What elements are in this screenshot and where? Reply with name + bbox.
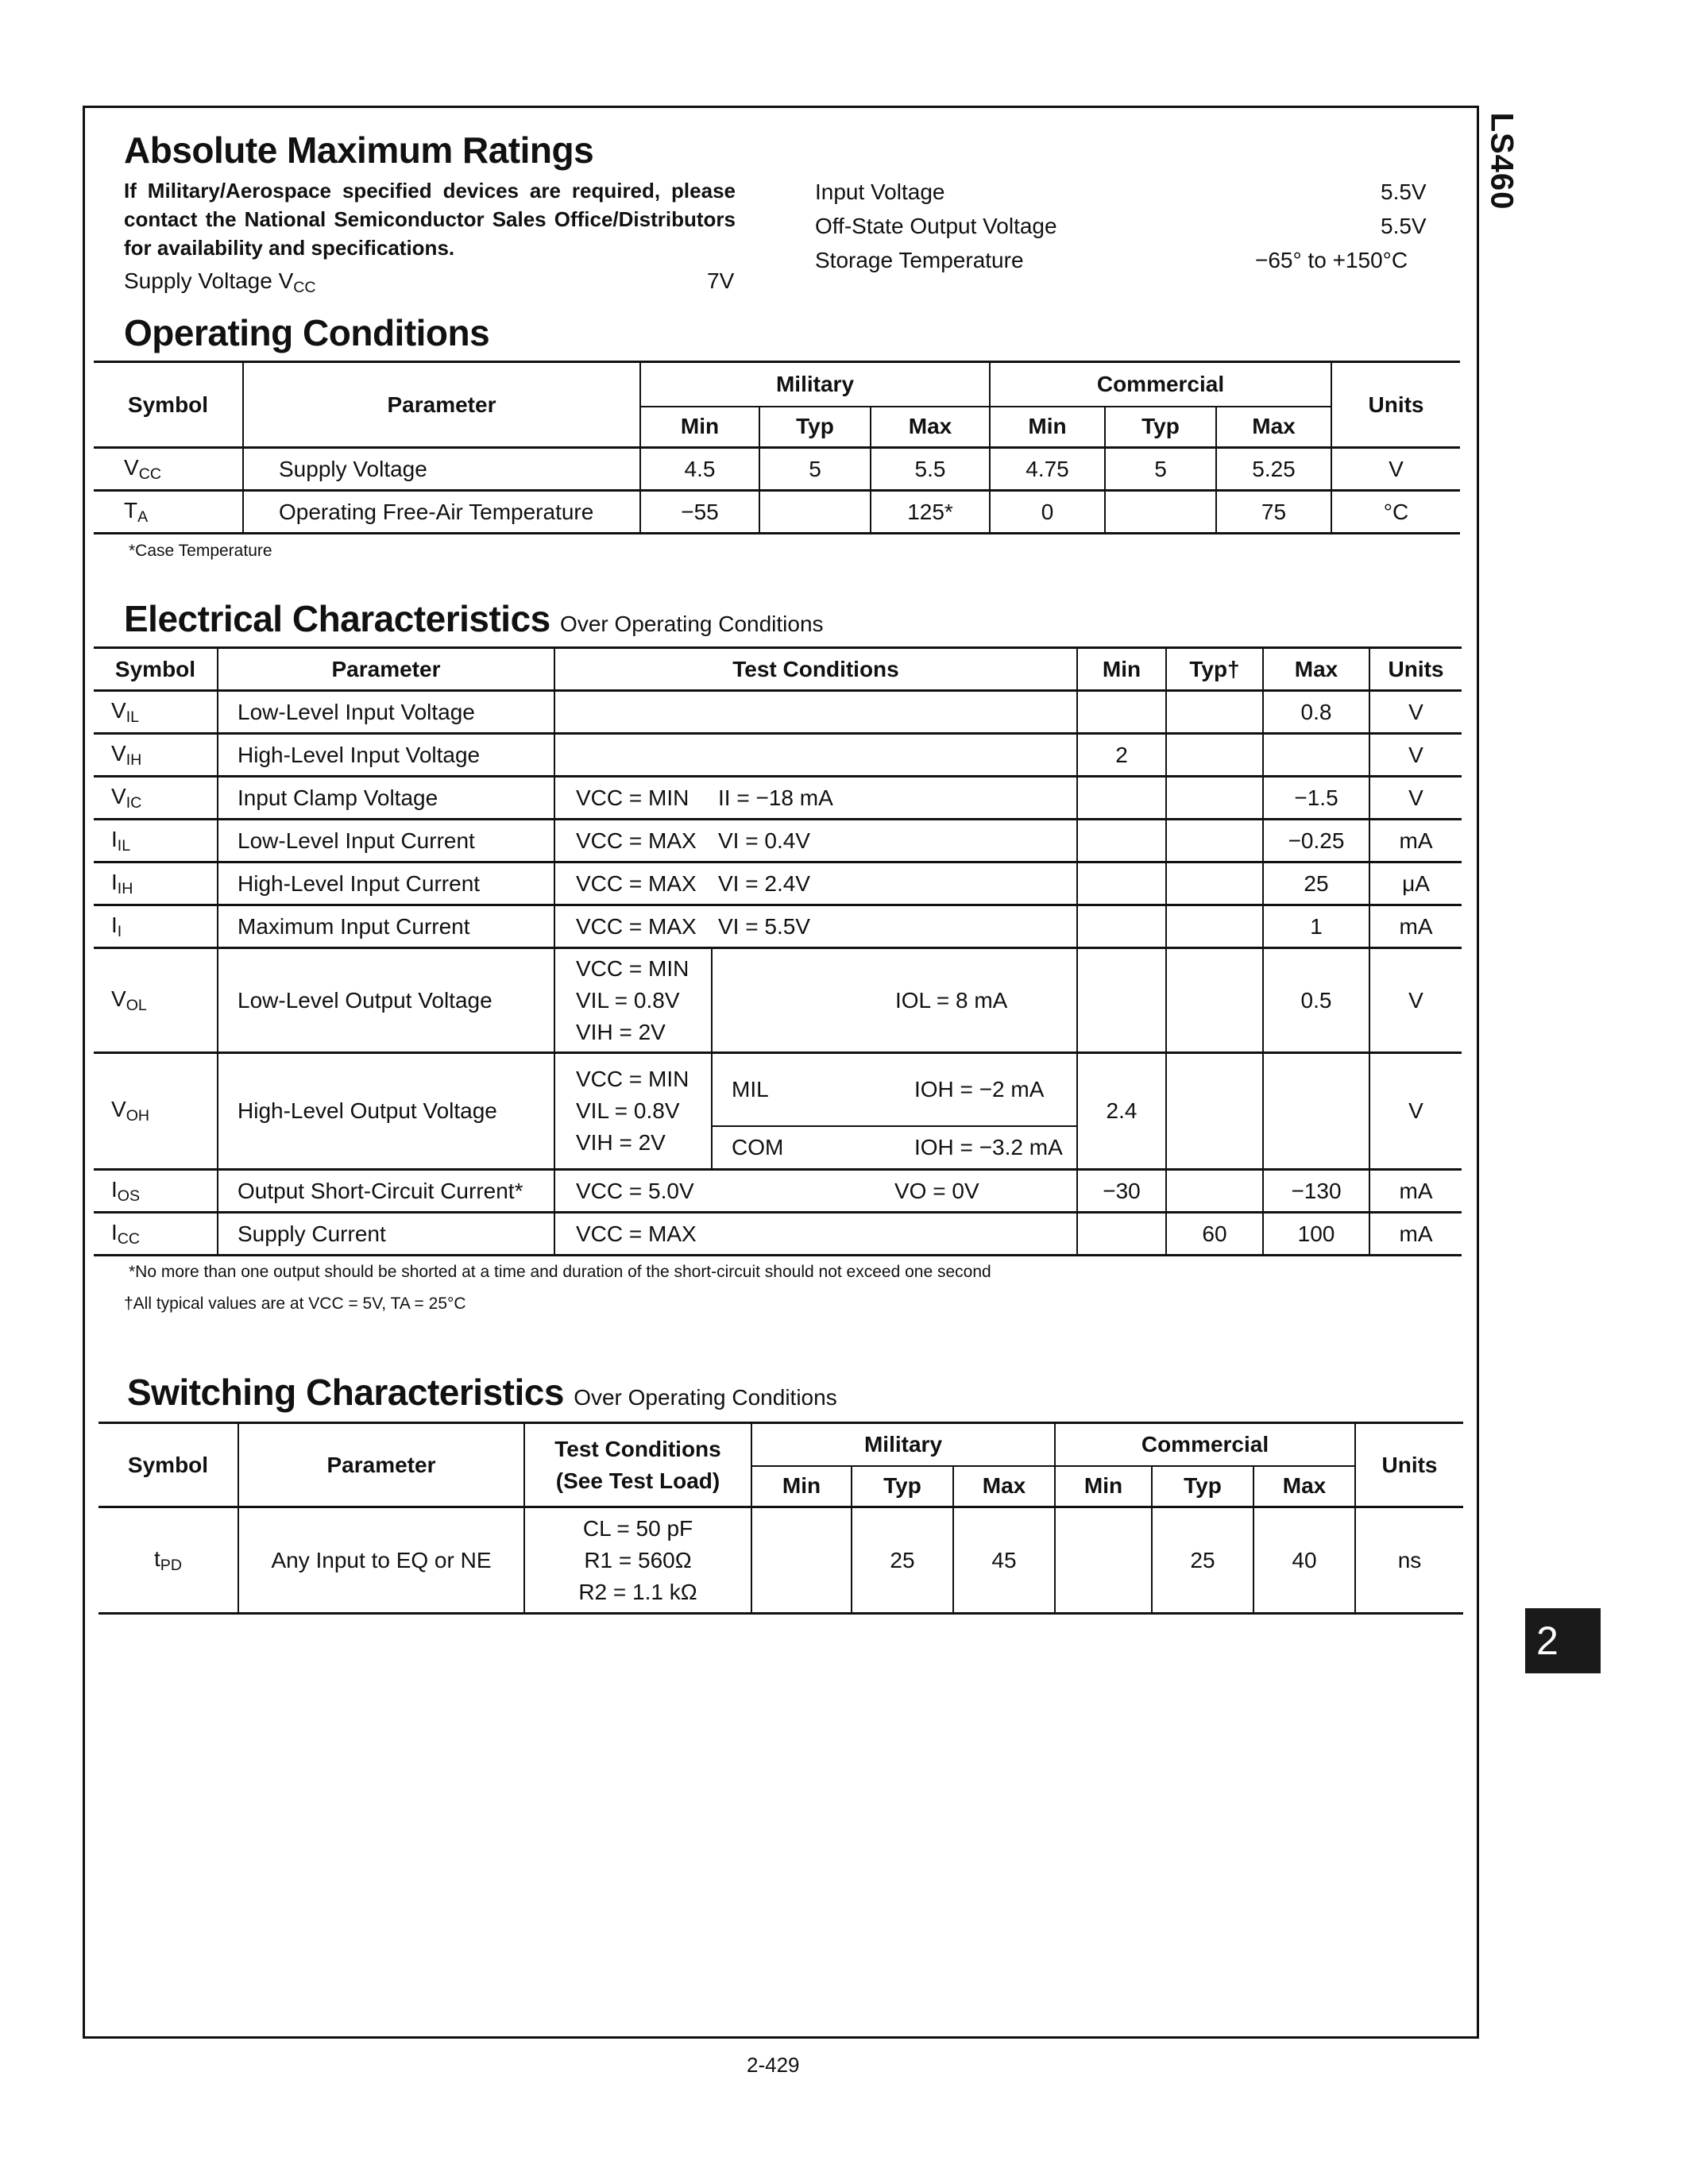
symbol-sub: IL: [117, 836, 131, 855]
symbol-letter: I: [111, 1219, 118, 1244]
el-units: mA: [1369, 1213, 1462, 1256]
el-row-iih: [94, 862, 1462, 905]
op-cell: 5.25: [1216, 448, 1331, 491]
operating-table: [94, 361, 1460, 534]
el-row-vol: [94, 948, 1462, 1053]
el-typ: [1166, 734, 1263, 777]
symbol-sub: IH: [117, 879, 133, 897]
el-min: [1077, 948, 1166, 1053]
sw-symbol: [98, 1507, 238, 1614]
el-cond-line: VIH = 2V: [576, 1130, 666, 1155]
el-units: V: [1369, 948, 1462, 1053]
el-min: 2.4: [1077, 1053, 1166, 1170]
el-cond-line: VIH = 2V: [576, 1019, 666, 1044]
el-max: −130: [1263, 1170, 1369, 1213]
symbol-letter: V: [111, 740, 126, 766]
symbol-letter: V: [111, 1097, 126, 1122]
el-voh-mil-load: IOH = −2 mA: [914, 1077, 1045, 1102]
symbol-sub: IL: [126, 708, 140, 726]
rating-label-offstate: Off-State Output Voltage: [815, 214, 1057, 238]
el-symbol: [94, 862, 218, 905]
sw-header-parameter: Parameter: [238, 1423, 524, 1507]
el-voh-mil: [713, 1054, 1076, 1127]
el-typ: [1166, 948, 1263, 1053]
symbol-letter: I: [111, 869, 118, 894]
op-header-com-typ: Typ: [1105, 407, 1216, 448]
el-units: mA: [1369, 1170, 1462, 1213]
el-typ: [1166, 820, 1263, 862]
el-max: −1.5: [1263, 777, 1369, 820]
el-cond1: VCC = MAX: [554, 905, 712, 948]
supply-voltage-label: Supply Voltage V: [124, 268, 294, 293]
sw-cond-line: CL = 50 pF: [582, 1515, 693, 1541]
sw-header-mil-typ: Typ: [852, 1466, 953, 1507]
el-units: V: [1369, 777, 1462, 820]
el-row-ios: [94, 1170, 1462, 1213]
el-units: V: [1369, 734, 1462, 777]
sw-header-test: [524, 1423, 751, 1507]
op-row-vcc: [94, 448, 1460, 491]
symbol-letter: T: [124, 497, 138, 523]
sw-header-military: Military: [751, 1423, 1055, 1466]
el-cond2: [712, 1213, 1077, 1256]
el-param: High-Level Input Current: [218, 862, 554, 905]
el-min: −30: [1077, 1170, 1166, 1213]
el-header-symbol: Symbol: [114, 656, 196, 681]
el-min: [1077, 820, 1166, 862]
el-units: μA: [1369, 862, 1462, 905]
op-param-vcc: Supply Voltage: [243, 448, 640, 491]
op-header-parameter: Parameter: [243, 362, 640, 448]
op-header-com-min: Min: [990, 407, 1105, 448]
op-cell: [1105, 491, 1216, 534]
op-cell: 0: [990, 491, 1105, 534]
symbol-letter: I: [111, 912, 118, 937]
electrical-subtitle: Over Operating Conditions: [560, 612, 824, 636]
sw-header-symbol: Symbol: [98, 1423, 238, 1507]
op-row-ta: [94, 491, 1460, 534]
op-header-mil-min: Min: [640, 407, 759, 448]
op-cell: 5: [1105, 448, 1216, 491]
el-voh-com: [713, 1127, 1076, 1168]
el-symbol: [94, 820, 218, 862]
el-row-ii: [94, 905, 1462, 948]
section-tab: [1525, 1608, 1601, 1673]
el-symbol: [94, 777, 218, 820]
el-units: mA: [1369, 820, 1462, 862]
el-cond-line: VCC = MIN: [576, 1067, 689, 1091]
sw-cell: 25: [852, 1507, 953, 1614]
el-cond2: II = −18 mA: [718, 785, 833, 810]
op-cell: 5.5: [871, 448, 990, 491]
rating-label-input: Input Voltage: [815, 179, 945, 204]
operating-title: Operating Conditions: [124, 312, 490, 353]
el-voh-com-load: IOH = −3.2 mA: [914, 1135, 1063, 1160]
el-param: High-Level Input Voltage: [218, 734, 554, 777]
rating-value-storage: −65° to +150°C: [1255, 248, 1408, 272]
el-max: [1263, 1053, 1369, 1170]
el-units: V: [1369, 691, 1462, 734]
op-cell: 125*: [871, 491, 990, 534]
op-cell: −55: [640, 491, 759, 534]
el-vol-conditions: [554, 948, 712, 1053]
el-units: mA: [1369, 905, 1462, 948]
el-min: [1077, 862, 1166, 905]
op-cell: 4.5: [640, 448, 759, 491]
el-row-vic: [94, 777, 1462, 820]
absolute-max-title: Absolute Maximum Ratings: [124, 129, 594, 171]
el-cond2: VI = 2.4V: [718, 870, 810, 896]
op-cell-units: °C: [1331, 491, 1460, 534]
el-cond1: VCC = MAX: [554, 862, 712, 905]
el-symbol: [94, 905, 218, 948]
sw-header-com-min: Min: [1055, 1466, 1152, 1507]
symbol-letter: I: [111, 1176, 118, 1202]
el-min: [1077, 905, 1166, 948]
el-typ: 60: [1166, 1213, 1263, 1256]
electrical-title-text: Electrical Characteristics: [124, 598, 550, 639]
el-param: Output Short-Circuit Current*: [218, 1170, 554, 1213]
sw-header-commercial: Commercial: [1055, 1423, 1355, 1466]
military-notice: If Military/Aerospace specified devices are required, please contact the National Semiconductor Sales Office/Distributors for availability and specifications.: [124, 179, 736, 260]
el-cond1: VCC = 5.0V: [554, 1170, 712, 1213]
symbol-sub: I: [117, 922, 122, 940]
sw-header-com-max: Max: [1253, 1466, 1355, 1507]
sw-header-mil-min: Min: [751, 1466, 852, 1507]
el-max: 0.5: [1263, 948, 1369, 1053]
el-cond2: [712, 734, 1077, 777]
el-max: [1263, 734, 1369, 777]
el-cond-line: VIL = 0.8V: [576, 1098, 680, 1123]
sw-header-units: Units: [1355, 1423, 1463, 1507]
sw-cell: [1055, 1507, 1152, 1614]
el-param: Maximum Input Current: [218, 905, 554, 948]
el-cond1: VCC = MAX: [554, 1213, 712, 1256]
symbol-sub: IH: [126, 751, 142, 769]
op-symbol-ta: [94, 491, 243, 534]
op-footnote: *Case Temperature: [129, 542, 272, 560]
el-row-iil: [94, 820, 1462, 862]
rating-value-input: 5.5V: [1381, 179, 1427, 204]
el-row-vil: [94, 691, 1462, 734]
sw-cell: [751, 1507, 852, 1614]
symbol-sub: OH: [126, 1106, 150, 1125]
op-cell: 75: [1216, 491, 1331, 534]
electrical-table: [94, 646, 1462, 1256]
el-param: Low-Level Input Current: [218, 820, 554, 862]
el-cond-line: VCC = MIN: [576, 955, 689, 981]
sw-header-test-line1: Test Conditions: [554, 1436, 721, 1461]
op-cell: 4.75: [990, 448, 1105, 491]
el-header-test: Test Conditions: [554, 648, 1077, 691]
el-max: −0.25: [1263, 820, 1369, 862]
el-cond1: [554, 734, 712, 777]
el-cond1: VCC = MIN: [554, 777, 712, 820]
el-row-vih: [94, 734, 1462, 777]
section-tab-number: 2: [1536, 1619, 1559, 1663]
sw-cond-line: R2 = 1.1 kΩ: [578, 1579, 697, 1604]
page-number: 2-429: [747, 2053, 800, 2077]
symbol-letter: t: [153, 1545, 160, 1571]
el-row-icc: [94, 1213, 1462, 1256]
el-row-voh: [94, 1053, 1462, 1170]
el-footnote-typical: †All typical values are at VCC = 5V, TA = 25°C: [124, 1295, 466, 1313]
op-header-mil-typ: Typ: [759, 407, 871, 448]
el-symbol: [94, 1213, 218, 1256]
supply-voltage-rating: [124, 268, 316, 297]
op-header-mil-max: Max: [871, 407, 990, 448]
el-typ: [1166, 777, 1263, 820]
el-typ: [1166, 1053, 1263, 1170]
op-cell: [759, 491, 871, 534]
el-voh-com-label: COM: [732, 1135, 784, 1160]
supply-voltage-value: 7V: [707, 268, 735, 293]
el-header-typ: Typ†: [1166, 648, 1263, 691]
el-symbol: [94, 1170, 218, 1213]
el-max: 0.8: [1263, 691, 1369, 734]
el-cond2: [712, 691, 1077, 734]
el-param: Supply Current: [218, 1213, 554, 1256]
symbol-letter: I: [111, 826, 118, 851]
symbol-letter: V: [111, 697, 126, 723]
sw-header-test-line2: (See Test Load): [555, 1468, 720, 1493]
supply-voltage-sub: CC: [293, 278, 316, 296]
rating-value-offstate: 5.5V: [1381, 214, 1427, 238]
rating-label-storage: Storage Temperature: [815, 248, 1024, 272]
el-vol-load: IOL = 8 mA: [712, 948, 1077, 1053]
op-header-symbol: Symbol: [94, 362, 243, 448]
el-param: High-Level Output Voltage: [218, 1053, 554, 1170]
sw-conditions: [524, 1507, 751, 1614]
el-header-min: Min: [1077, 648, 1166, 691]
el-header-max: Max: [1263, 648, 1369, 691]
sw-cell: 45: [953, 1507, 1055, 1614]
sw-cond-line: R1 = 560Ω: [584, 1547, 692, 1572]
part-number-side-label: [1479, 106, 1523, 217]
symbol-letter: V: [124, 454, 139, 480]
op-header-com-max: Max: [1216, 407, 1331, 448]
el-min: [1077, 777, 1166, 820]
el-cond2: VO = 0V: [894, 1178, 979, 1203]
el-min: [1077, 1213, 1166, 1256]
el-typ: [1166, 1170, 1263, 1213]
el-voh-conditions: [554, 1053, 712, 1170]
el-voh-split: [712, 1053, 1077, 1170]
el-min: 2: [1077, 734, 1166, 777]
symbol-sub: CC: [138, 465, 161, 483]
el-max: 100: [1263, 1213, 1369, 1256]
op-param-ta: Operating Free-Air Temperature: [243, 491, 640, 534]
switching-subtitle: Over Operating Conditions: [574, 1385, 837, 1410]
sw-cell: 25: [1152, 1507, 1253, 1614]
symbol-sub: PD: [160, 1556, 182, 1574]
el-cond-line: VIL = 0.8V: [576, 987, 680, 1013]
op-cell-units: V: [1331, 448, 1460, 491]
switching-title: [127, 1371, 837, 1414]
el-cond1: VCC = MAX: [554, 820, 712, 862]
op-cell: 5: [759, 448, 871, 491]
sw-header-mil-max: Max: [953, 1466, 1055, 1507]
symbol-sub: CC: [117, 1229, 141, 1248]
op-header-military: Military: [640, 362, 990, 407]
part-number-text: LS460: [1484, 112, 1519, 210]
switching-title-text: Switching Characteristics: [127, 1372, 564, 1413]
el-cond1: [554, 691, 712, 734]
symbol-letter: V: [111, 986, 126, 1011]
el-cond2: VI = 0.4V: [718, 828, 810, 853]
el-symbol: [94, 1053, 218, 1170]
el-param: Input Clamp Voltage: [218, 777, 554, 820]
el-typ: [1166, 905, 1263, 948]
symbol-letter: V: [111, 783, 126, 808]
op-header-commercial: Commercial: [990, 362, 1331, 407]
el-header-parameter: Parameter: [218, 648, 554, 691]
el-footnote-short-circuit: *No more than one output should be shorted at a time and duration of the short-circuit should not exceed one second: [129, 1263, 991, 1281]
el-param: Low-Level Output Voltage: [218, 948, 554, 1053]
el-symbol: [94, 691, 218, 734]
el-max: 25: [1263, 862, 1369, 905]
el-voh-mil-label: MIL: [732, 1077, 769, 1102]
op-symbol-vcc: [94, 448, 243, 491]
op-header-units: Units: [1331, 362, 1460, 448]
el-param: Low-Level Input Voltage: [218, 691, 554, 734]
el-typ: [1166, 862, 1263, 905]
el-max: 1: [1263, 905, 1369, 948]
el-symbol: [94, 734, 218, 777]
sw-param: Any Input to EQ or NE: [238, 1507, 524, 1614]
symbol-sub: OS: [117, 1187, 141, 1205]
el-symbol: [94, 948, 218, 1053]
electrical-title: [124, 597, 824, 640]
el-min: [1077, 691, 1166, 734]
el-units: V: [1369, 1053, 1462, 1170]
el-header-units: Units: [1369, 648, 1462, 691]
el-typ: [1166, 691, 1263, 734]
symbol-sub: A: [137, 507, 149, 526]
el-cond2: VI = 5.5V: [718, 913, 810, 939]
symbol-sub: OL: [126, 996, 147, 1014]
sw-row-tpd: [98, 1507, 1463, 1614]
switching-table: [98, 1422, 1463, 1615]
symbol-sub: IC: [126, 793, 142, 812]
sw-cell: 40: [1253, 1507, 1355, 1614]
sw-cell-units: ns: [1355, 1507, 1463, 1614]
sw-header-com-typ: Typ: [1152, 1466, 1253, 1507]
